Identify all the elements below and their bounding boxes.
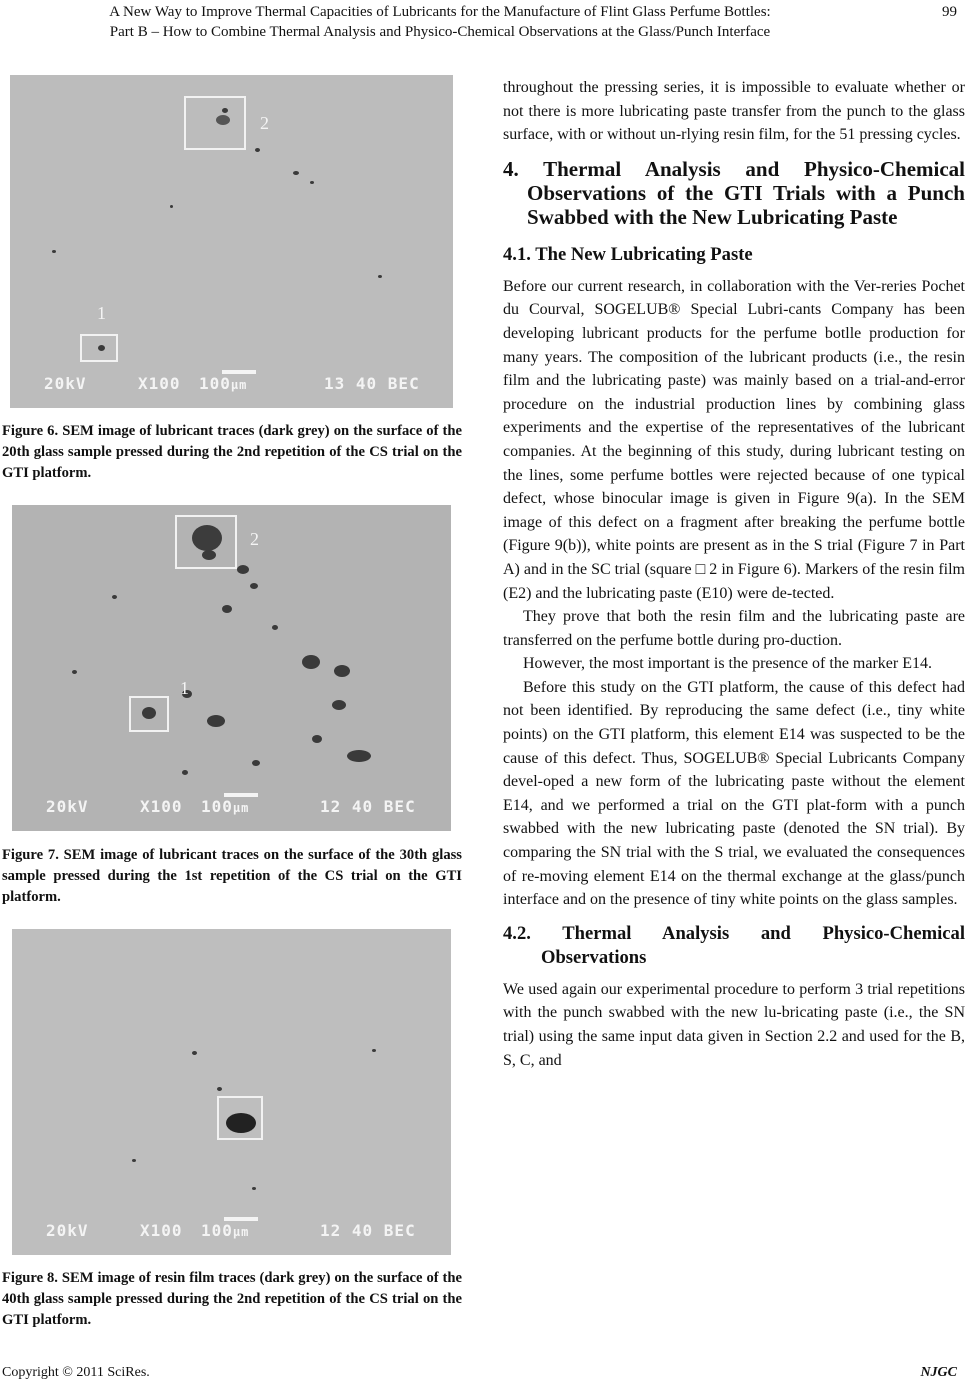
footer-copyright: Copyright © 2011 SciRes.: [2, 1365, 150, 1380]
figure-7-label-2: 2: [250, 529, 259, 549]
sem-image-id: 13 40 BEC: [324, 374, 420, 393]
figure-8-caption: Figure 8. SEM image of resin film traces (dark grey) on the surface of the 40th glass sample pressed during the 2nd repetition of the CS trial on the GTI platform.: [2, 1270, 462, 1328]
sem-kv: 20kV: [46, 797, 89, 816]
figure-8-sem-image: [12, 929, 451, 1255]
paragraph-continued: throughout the pressing series, it is impossible to evaluate whether or not there is more lubricating paste transfer from the punch to the glass surface, with or without un-rlying resin film, for the 51 pressing cycles.: [503, 79, 965, 144]
figure-7-caption: Figure 7. SEM image of lubricant traces on the surface of the 30th glass sample pressed during the 1st repetition of the CS trial on the GTI platform.: [2, 847, 462, 905]
paragraph-4-1-d: Before this study on the GTI platform, the cause of this defect had not been identified. By reproducing the same defect (i.e., tiny white points) on the GTI platform, this element E14 was suspected to be the cause of this defect. Thus, SOGELUB® Special Lubricants Company devel-oped a new form of the lubricating paste without the element E14, and we performed a trial on the GTI plat-form with a punch swabbed with the new lubricating paste (denoted the SN trial). By comparing the SN trial with the S trial, we evaluated the consequences of re-moving element E14 on the thermal exchange at the glass/punch interface and on the presence of tiny white points on the glass samples.: [503, 678, 965, 909]
sem-image-id: 12 40 BEC: [320, 1221, 416, 1240]
figure-7-sem-image: [12, 505, 451, 831]
figure-7-region-2-box: [175, 515, 237, 569]
figure-6-label-2: 2: [260, 113, 269, 133]
figure-8-sem-databar: [12, 1209, 451, 1255]
section-4-1-heading: 4.1. The New Lubricating Paste: [503, 243, 753, 265]
figure-7-label-1: 1: [180, 678, 189, 698]
sem-scale-value: 100μm: [201, 1221, 250, 1240]
sem-kv: 20kV: [46, 1221, 89, 1240]
right-column: [503, 76, 965, 1072]
page-number: 99: [942, 4, 957, 20]
sem-magnification: X100: [140, 1221, 183, 1240]
sem-magnification: X100: [140, 797, 183, 816]
paragraph-4-2-a: We used again our experimental procedure to perform 3 trial repetitions with the punch swabbed with the new lu-bricating paste (i.e., the SN trial) using the same input data given in Section 2.2 and used for the B, S, C, and: [503, 980, 965, 1069]
header-line-1: A New Way to Improve Thermal Capacities of Lubricants for the Manufacture of Flint Glass Perfume Bottles:: [109, 4, 771, 20]
sem-kv: 20kV: [44, 374, 87, 393]
figure-6-caption: Figure 6. SEM image of lubricant traces (dark grey) on the surface of the 20th glass sample pressed during the 2nd repetition of the CS trial on the GTI platform.: [2, 423, 462, 481]
paragraph-4-1-a: Before our current research, in collaboration with the Ver-reries Pochet du Courval, SOGELUB® Special Lubri-cants Company has been developing lubricant products for the perfume botlle production for many years. The composition of the lubricant products (i.e., the resin film and the lubricating paste) was mainly based on a trial-and-error procedure on the industrial production lines by combining glass experiments and the expertise of the representatives of the lubricant companies. At the beginning of this study, during lubricant testing on the lines, some perfume bottles were rejected because of one typical defect, whose binocular image is given in Figure 9(a). In the SEM image of this defect on a fragment after breaking the perfume bottle (Figure 9(b)), white points are present as in the S trial (Figure 7 in Part A) and in the SC trial (square □ 2 in Figure 6). Markers of the resin film (E2) and the lubricating paste (E10) were de-tected.: [503, 277, 965, 602]
figure-6-region-2-box: [184, 96, 246, 150]
footer-journal: NJGC: [920, 1365, 957, 1380]
section-4-heading: 4. Thermal Analysis and Physico-Chemical Observations of the GTI Trials with a Punch Swabbed with the New Lubricating Paste: [503, 156, 965, 229]
figure-8-region-box: [217, 1096, 263, 1140]
sem-scale-value: 100μm: [199, 374, 248, 393]
sem-magnification: X100: [138, 374, 181, 393]
sem-scale-value: 100μm: [201, 797, 250, 816]
figure-7-sem-databar: [12, 785, 451, 831]
figure-6-label-1: 1: [97, 303, 106, 323]
sem-image-id: 12 40 BEC: [320, 797, 416, 816]
paragraph-4-1-c: However, the most important is the presence of the marker E14.: [523, 655, 933, 673]
header-line-2: Part B – How to Combine Thermal Analysis and Physico-Chemical Observations at the Glass/Punch Interface: [109, 24, 771, 40]
section-4-2-heading: 4.2. Thermal Analysis and Physico-Chemical Observations: [503, 922, 965, 968]
figure-6-sem-databar: [10, 362, 453, 408]
figure-6-sem-image: [10, 75, 453, 408]
paragraph-4-1-b: They prove that both the resin film and the lubricating paste are transferred on the perfume bottle during pro-duction.: [503, 608, 965, 649]
figure-7-region-1-box: [129, 696, 169, 732]
figure-6-region-1-box: [80, 334, 118, 362]
